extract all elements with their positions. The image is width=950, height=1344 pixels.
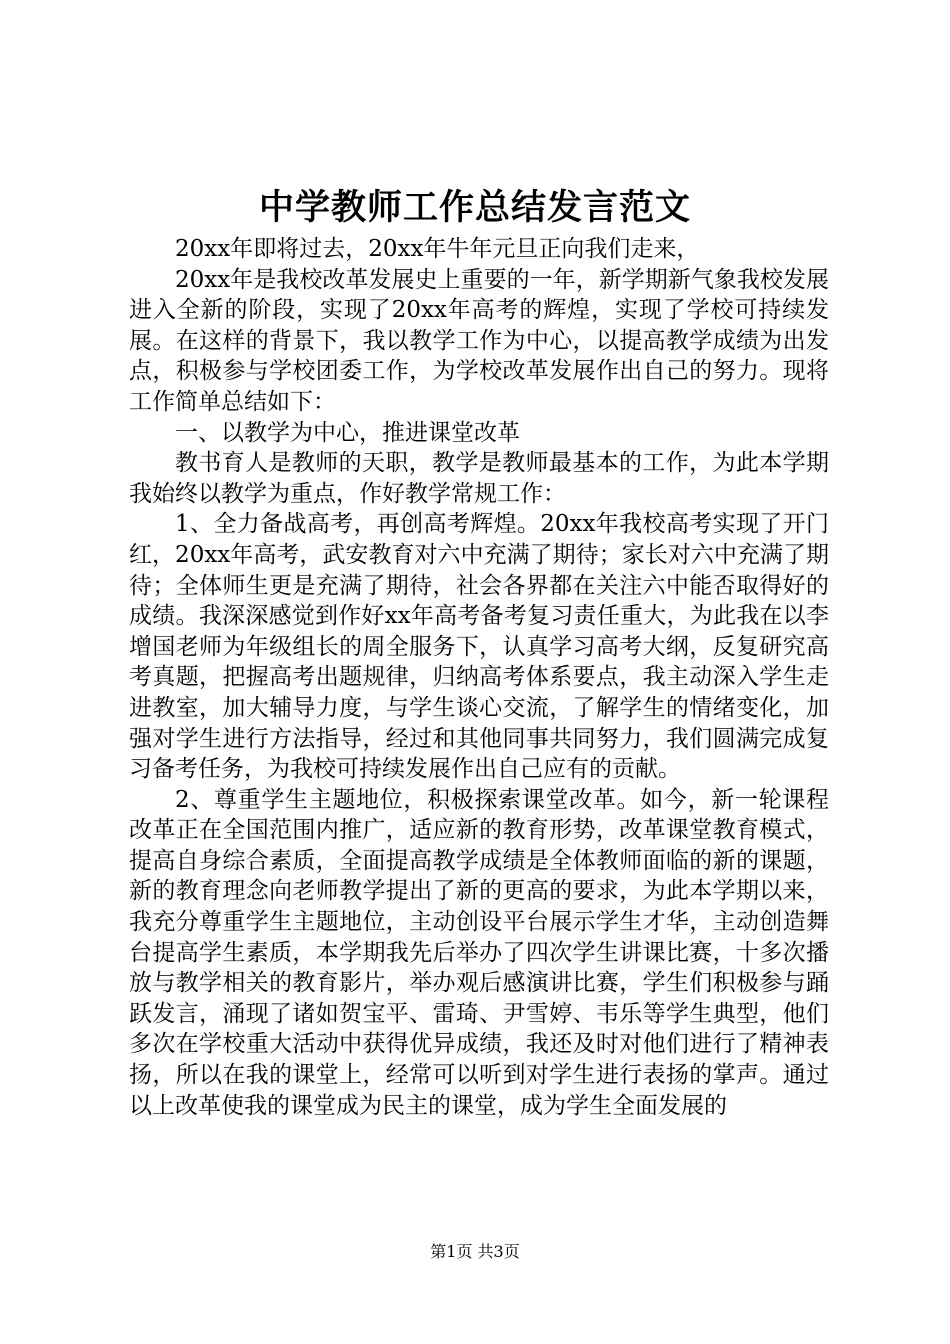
paragraph-item-1: 1、全力备战高考，再创高考辉煌。20xx年我校高考实现了开门红，20xx年高考，武安教育对六中充满了期待；家长对六中充满了期待；全体师生更是充满了期待，社会各界都在关注六中能否取得好的成绩。我深深感觉到作好xx年高考备考复习责任重大，为此我在以李增国老师为年级组长的周全服务下，认真学习高考大纲，反复研究高考真题，把握高考出题规律，归纳高考体系要点，我主动深入学生走进教室，加大辅导力度，与学生谈心交流，了解学生的情绪变化，加强对学生进行方法指导，经过和其他同事共同努力，我们圆满完成复习备考任务，为我校可持续发展作出自己应有的贡献。 [129, 511, 829, 783]
paragraph-intro: 20xx年即将过去，20xx年牛年元旦正向我们走来， [175, 236, 700, 262]
paragraph-overview: 20xx年是我校改革发展史上重要的一年，新学期新气象我校发展进入全新的阶段，实现了20xx年高考的辉煌，实现了学校可持续发展。在这样的背景下，我以教学工作为中心，以提高教学成绩为出发点，积极参与学校团委工作，为学校改革发展作出自己的努力。现将工作简单总结如下： [129, 266, 829, 415]
document-title: 中学教师工作总结发言范文 [258, 187, 691, 228]
section-heading-1: 一、以教学为中心，推进课堂改革 [175, 419, 520, 446]
paragraph-item-2: 2、尊重学生主题地位，积极探索课堂改革。如今，新一轮课程改革正在全国范围内推广，适应新的教育形势，改革课堂教育模式，提高自身综合素质，全面提高教学成绩是全体教师面临的新的课题，新的教育理念向老师教学提出了新的更高的要求，为此本学期以来，我充分尊重学生主题地位，主动创设平台展示学生才华，主动创造舞台提高学生素质，本学期我先后举办了四次学生讲课比赛，十多次播放与教学相关的教育影片，举办观后感演讲比赛，学生们积极参与踊跃发言，涌现了诸如贺宝平、雷琦、尹雪婷、韦乐等学生典型，他们多次在学校重大活动中获得优异成绩，我还及时对他们进行了精神表扬，所以在我的课堂上，经常可以听到对学生进行表扬的掌声。通过以上改革使我的课堂成为民主的课堂，成为学生全面发展的 [129, 786, 829, 1119]
page-number-footer: 第1页 共3页 [430, 1242, 520, 1261]
paragraph-teaching: 教书育人是教师的天职，教学是教师最基本的工作，为此本学期我始终以教学为重点，作好教学常规工作： [129, 450, 829, 507]
document-body [129, 234, 829, 1121]
